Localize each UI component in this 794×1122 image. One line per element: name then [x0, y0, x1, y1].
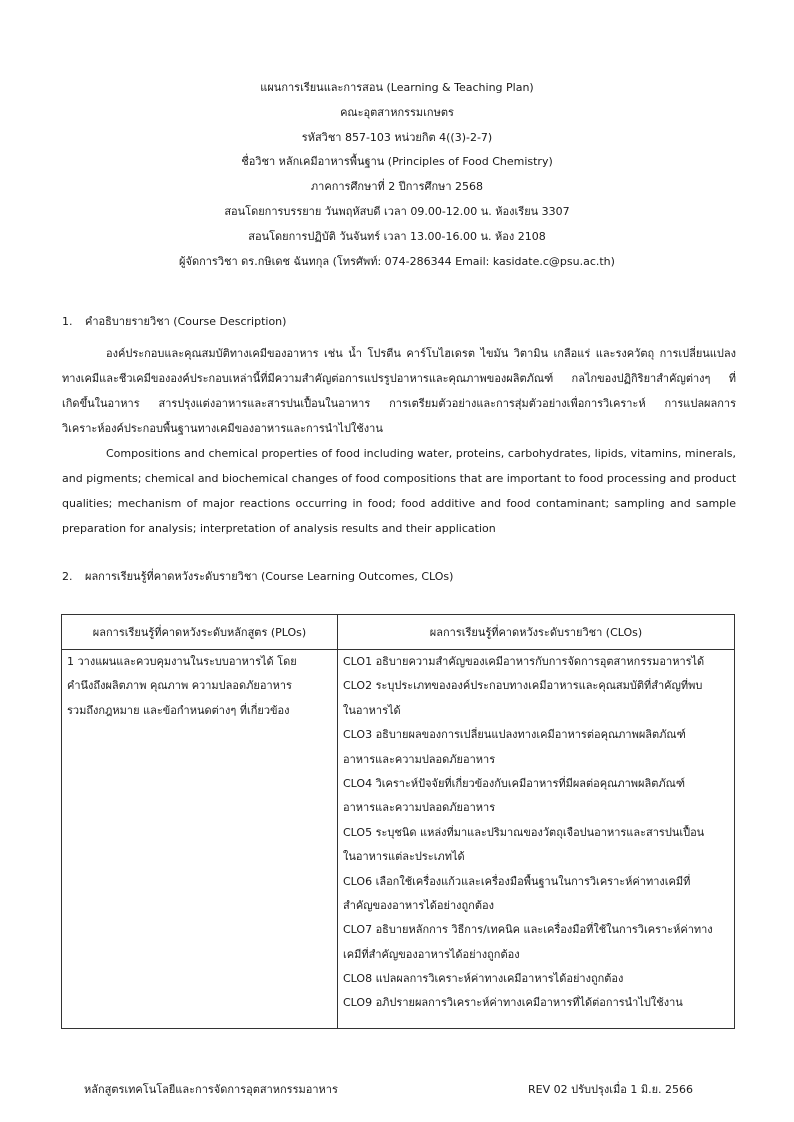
paragraph-line: qualities; mechanism of major reactions occurring in food; food additive and food contaminant; sampling and sample: [62, 497, 736, 510]
footer-revision: REV 02 ปรับปรุงเมื่อ 1 มิ.ย. 2566: [528, 1083, 694, 1096]
clo-line: ในอาหารแต่ละประเภทได้: [343, 850, 465, 864]
clo-column-header: ผลการเรียนรู้ที่คาดหวังระดับรายวิชา (CLOs): [338, 615, 735, 650]
section-1-heading: [62, 314, 286, 330]
paragraph-line: preparation for analysis; interpretation of analysis results and their application: [62, 522, 496, 535]
paragraph-line: ทางเคมีและชีวเคมีขององค์ประกอบเหล่านี้ที่มีความสำคัญต่อการแปรรูปอาหารและคุณภาพของผลิตภัณฑ์ กลไกของปฏิกิริยาสำคัญต่างๆ ที่: [62, 372, 736, 385]
learning-outcomes-table: [61, 614, 735, 1029]
course-description-thai: [62, 346, 736, 446]
clo-line: CLO9 อภิปรายผลการวิเคราะห์ค่าทางเคมีอาหารที่ได้ต่อการนำไปใช้งาน: [343, 996, 683, 1010]
clo-line: CLO3 อธิบายผลของการเปลี่ยนแปลงทางเคมีอาหารต่อคุณภาพผลิตภัณฑ์: [343, 728, 686, 742]
table-header-row: [62, 615, 735, 650]
section-2-number: 2.: [62, 570, 73, 583]
paragraph-line: วิเคราะห์องค์ประกอบพื้นฐานทางเคมีของอาหารและการนำไปใช้งาน: [62, 422, 383, 435]
lab-schedule: สอนโดยการปฏิบัติ วันจันทร์ เวลา 13.00-16.00 น. ห้อง 2108: [248, 229, 546, 243]
course-name: ชื่อวิชา หลักเคมีอาหารพื้นฐาน (Principles of Food Chemistry): [241, 155, 553, 169]
faculty-name: คณะอุตสาหกรรมเกษตร: [340, 105, 454, 119]
clo-line: CLO8 แปลผลการวิเคราะห์ค่าทางเคมีอาหารได้อย่างถูกต้อง: [343, 972, 624, 986]
section-1-title: คำอธิบายรายวิชา (Course Description): [85, 315, 287, 328]
lecture-schedule: สอนโดยการบรรยาย วันพฤหัสบดี เวลา 09.00-12.00 น. ห้องเรียน 3307: [224, 204, 570, 218]
clo-line: เคมีที่สำคัญของอาหารได้อย่างถูกต้อง: [343, 947, 520, 961]
section-2-title: ผลการเรียนรู้ที่คาดหวังระดับรายวิชา (Course Learning Outcomes, CLOs): [85, 570, 454, 583]
paragraph-line: and pigments; chemical and biochemical changes of food compositions that are important to food processing and product: [62, 472, 736, 485]
table-row: [62, 650, 735, 1029]
section-2-heading: [62, 569, 453, 585]
clo-line: CLO7 อธิบายหลักการ วิธีการ/เทคนิค และเครื่องมือที่ใช้ในการวิเคราะห์ค่าทาง: [343, 923, 713, 937]
course-code-credits: รหัสวิชา 857-103 หน่วยกิต 4((3)-2-7): [301, 130, 493, 144]
course-manager: ผู้จัดการวิชา ดร.กษิเดช ฉันทกุล (โทรศัพท์: 074-286344 Email: kasidate.c@psu.ac.th): [179, 254, 615, 268]
plo-cell: [62, 650, 338, 1029]
footer-program-name: หลักสูตรเทคโนโลยีและการจัดการอุตสาหกรรมอาหาร: [84, 1083, 338, 1096]
clo-line: CLO5 ระบุชนิด แหล่งที่มาและปริมาณของวัตถุเจือปนอาหารและสารปนเปื้อน: [343, 825, 705, 839]
clo-line: CLO1 อธิบายความสำคัญของเคมีอาหารกับการจัดการอุตสาหกรรมอาหารได้: [343, 655, 705, 668]
clo-line: CLO4 วิเคราะห์ปัจจัยที่เกี่ยวข้องกับเคมีอาหารที่มีผลต่อคุณภาพผลิตภัณฑ์: [343, 776, 685, 790]
plo-column-header: ผลการเรียนรู้ที่คาดหวังระดับหลักสูตร (PLOs): [62, 615, 338, 650]
clo-line: CLO6 เลือกใช้เครื่องแก้วและเครื่องมือพื้นฐานในการวิเคราะห์ค่าทางเคมีที่: [343, 874, 691, 888]
paragraph-line: เกิดขึ้นในอาหาร สารปรุงแต่งอาหารและสารปนเปื้อนในอาหาร การเตรียมตัวอย่างและการสุ่มตัวอย่างเพื่อการวิเคราะห์ การแปลผลการ: [62, 397, 736, 410]
clo-line: อาหารและความปลอดภัยอาหาร: [343, 752, 496, 766]
plan-title: แผนการเรียนและการสอน (Learning & Teaching Plan): [260, 81, 534, 94]
document-header: [0, 80, 794, 278]
paragraph-line: องค์ประกอบและคุณสมบัติทางเคมีของอาหาร เช่น น้ำ โปรตีน คาร์โบไฮเดรต ไขมัน วิตามิน เกลือแร่ และรงควัตถุ การเปลี่ยนแปลง: [106, 347, 736, 360]
plo-line: 1 วางแผนและควบคุมงานในระบบอาหารได้ โดย: [67, 655, 297, 668]
clo-cell: [338, 650, 735, 1029]
plo-line: รวมถึงกฎหมาย และข้อกำหนดต่างๆ ที่เกี่ยวข้อง: [67, 703, 290, 717]
course-description-english: [62, 446, 736, 546]
clo-line: ในอาหารได้: [343, 703, 401, 717]
plo-line: คำนึงถึงผลิตภาพ คุณภาพ ความปลอดภัยอาหาร: [67, 679, 292, 693]
paragraph-line: Compositions and chemical properties of food including water, proteins, carbohydrates, lipids, vitamins, minerals,: [106, 447, 736, 460]
section-1-number: 1.: [62, 315, 73, 328]
clo-line: สำคัญของอาหารได้อย่างถูกต้อง: [343, 898, 494, 912]
semester-year: ภาคการศึกษาที่ 2 ปีการศึกษา 2568: [310, 180, 484, 194]
clo-line: อาหารและความปลอดภัยอาหาร: [343, 801, 496, 815]
clo-line: CLO2 ระบุประเภทขององค์ประกอบทางเคมีอาหารและคุณสมบัติที่สำคัญที่พบ: [343, 679, 703, 693]
